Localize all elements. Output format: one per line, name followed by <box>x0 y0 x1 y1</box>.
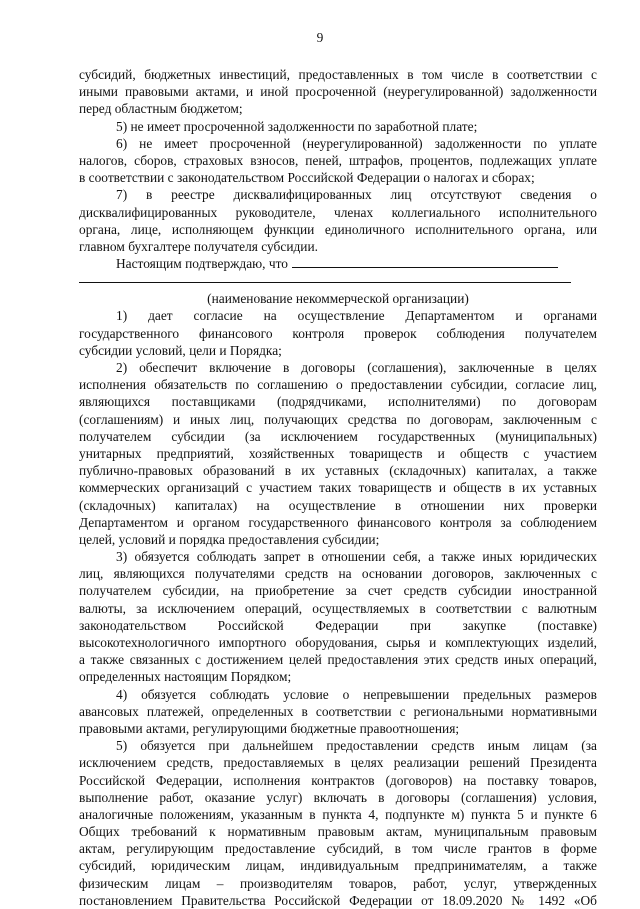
text-line: Департаментом и органом государственного финансового контроля за соблюдением <box>79 514 597 530</box>
text-line: 5) обязуется при дальнейшем предоставлении средств иным лицам (за <box>116 738 597 754</box>
text-line: целей, условий и порядка предоставления субсидии; <box>79 531 380 547</box>
text-line: авансовых платежей, определенных в соответствии с региональными нормативными <box>79 703 597 719</box>
confirmation-text: Настоящим подтверждаю, что <box>116 256 288 272</box>
text-line: исключением средств, предоставляемых в целях реализации решений Президента <box>79 755 597 771</box>
text-line: постановлением Правительства Российской Федерации от 18.09.2020 № 1492 «Об <box>79 892 597 908</box>
text-line: 3) обязуется соблюдать запрет в отношении себя, а также иных юридических <box>116 549 597 565</box>
text-line: иными правовыми актами, и иной просроченной (неурегулированной) задолженности <box>79 84 597 100</box>
text-line: органа, лице, исполняющем функции единоличного исполнительного органа, или <box>79 221 597 237</box>
text-line: получателем субсидии (за исключением государственных (муниципальных) <box>79 428 597 444</box>
text-line: законодательством Российской Федерации при закупке (поставке) <box>79 617 597 633</box>
text-line: (складочных) капиталах) на осуществление в отношении них проверки <box>79 497 597 513</box>
text-line: налогов, сборов, страховых взносов, пеней, штрафов, процентов, подлежащих уплате <box>79 152 597 168</box>
text-line: 2) обеспечит включение в договоры (соглашения), заключенные в целях <box>116 360 597 375</box>
text-line: Общих требований к нормативным правовым актам, муниципальным правовым <box>79 824 597 840</box>
text-line: 6) не имеет просроченной (неурегулированной) задолженности по уплате <box>116 135 597 151</box>
text-line: 7) в реестре дисквалифицированных лиц отсутствуют сведения о <box>116 187 597 203</box>
text-line: актам, регулирующим предоставление субсидий, в том числе грантов в форме <box>79 841 597 857</box>
text-line: главном бухгалтере получателя субсидии. <box>79 238 318 254</box>
text-line: получателем субсидии, на приобретение за счет средств субсидии иностранной <box>79 583 597 599</box>
text-line: 4) обязуется соблюдать условие о непревышении предельных размеров <box>116 686 597 702</box>
document-body <box>79 66 597 909</box>
text-line: государственного финансового контроля проверок соблюдения получателем <box>79 325 597 341</box>
text-line: являющихся поставщиками (подрядчиками, исполнителями) по договорам <box>79 394 597 410</box>
organization-name-caption: (наименование некоммерческой организации) <box>207 291 469 307</box>
text-line: субсидий, бюджетных инвестиций, предоставленных в том числе в соответствии с <box>79 67 597 82</box>
text-line: унитарных предприятий, хозяйственных товариществ и обществ с участием <box>79 445 597 461</box>
text-line: 1) дает согласие на осуществление Департаментом и органами <box>116 308 597 324</box>
text-line: публично-правовых образований в их уставных (складочных) капиталах, а также <box>79 463 597 479</box>
text-line: физическим лицам – производителям товаров, работ, услуг, утвержденных <box>79 875 597 891</box>
text-line: 5) не имеет просроченной задолженности по заработной плате; <box>116 118 478 134</box>
text-line: высокотехнологичного импортного оборудования, сырья и комплектующих изделий, <box>79 635 597 650</box>
text-line: субсидий, юридическим лицам, индивидуальным предпринимателям, а также <box>79 858 597 874</box>
text-line: валюты, за исключением операций, осуществляемых в соответствии с валютным <box>79 600 597 616</box>
text-line: исполнения обязательств по соглашению о предоставлении субсидии, согласие лиц, <box>79 377 597 393</box>
text-line: перед областным бюджетом; <box>79 101 243 117</box>
text-line: дисквалифицированных руководителе, членах коллегиального исполнительного <box>79 204 597 220</box>
text-line: лиц, являющихся получателями средств на основании договоров, заключенных с <box>79 566 597 582</box>
organization-name-blank <box>292 256 558 268</box>
text-line: (соглашениям) и иных лиц, получающих средства по договорам, заключенным с <box>79 411 597 427</box>
page-number: 9 <box>316 30 324 45</box>
text-line: в соответствии с законодательством Российской Федерации о налогах и сборах; <box>79 170 535 186</box>
text-line: определенных настоящим Порядком; <box>79 669 292 685</box>
text-line: а также связанных с достижением целей предоставления этих средств иных операций, <box>79 652 597 668</box>
text-line: субсидии условий, цели и Порядка; <box>79 342 282 358</box>
text-line: правовыми актами, регулирующими бюджетные правоотношения; <box>79 720 460 736</box>
text-line: аналогичные положениям, указанным в пункта 4, подпункте м) пункта 5 и пункте 6 <box>79 806 597 822</box>
organization-name-rule <box>79 272 571 283</box>
text-line: коммерческих организаций с участием таких товариществ и обществ в их уставных <box>79 480 597 496</box>
text-line: выполнение работ, оказание услуг) включать в договоры (соглашения) условия, <box>79 789 597 805</box>
confirmation-line <box>79 255 597 272</box>
text-line: Российской Федерации, исполнения контрактов (договоров) на поставку товаров, <box>79 772 597 788</box>
